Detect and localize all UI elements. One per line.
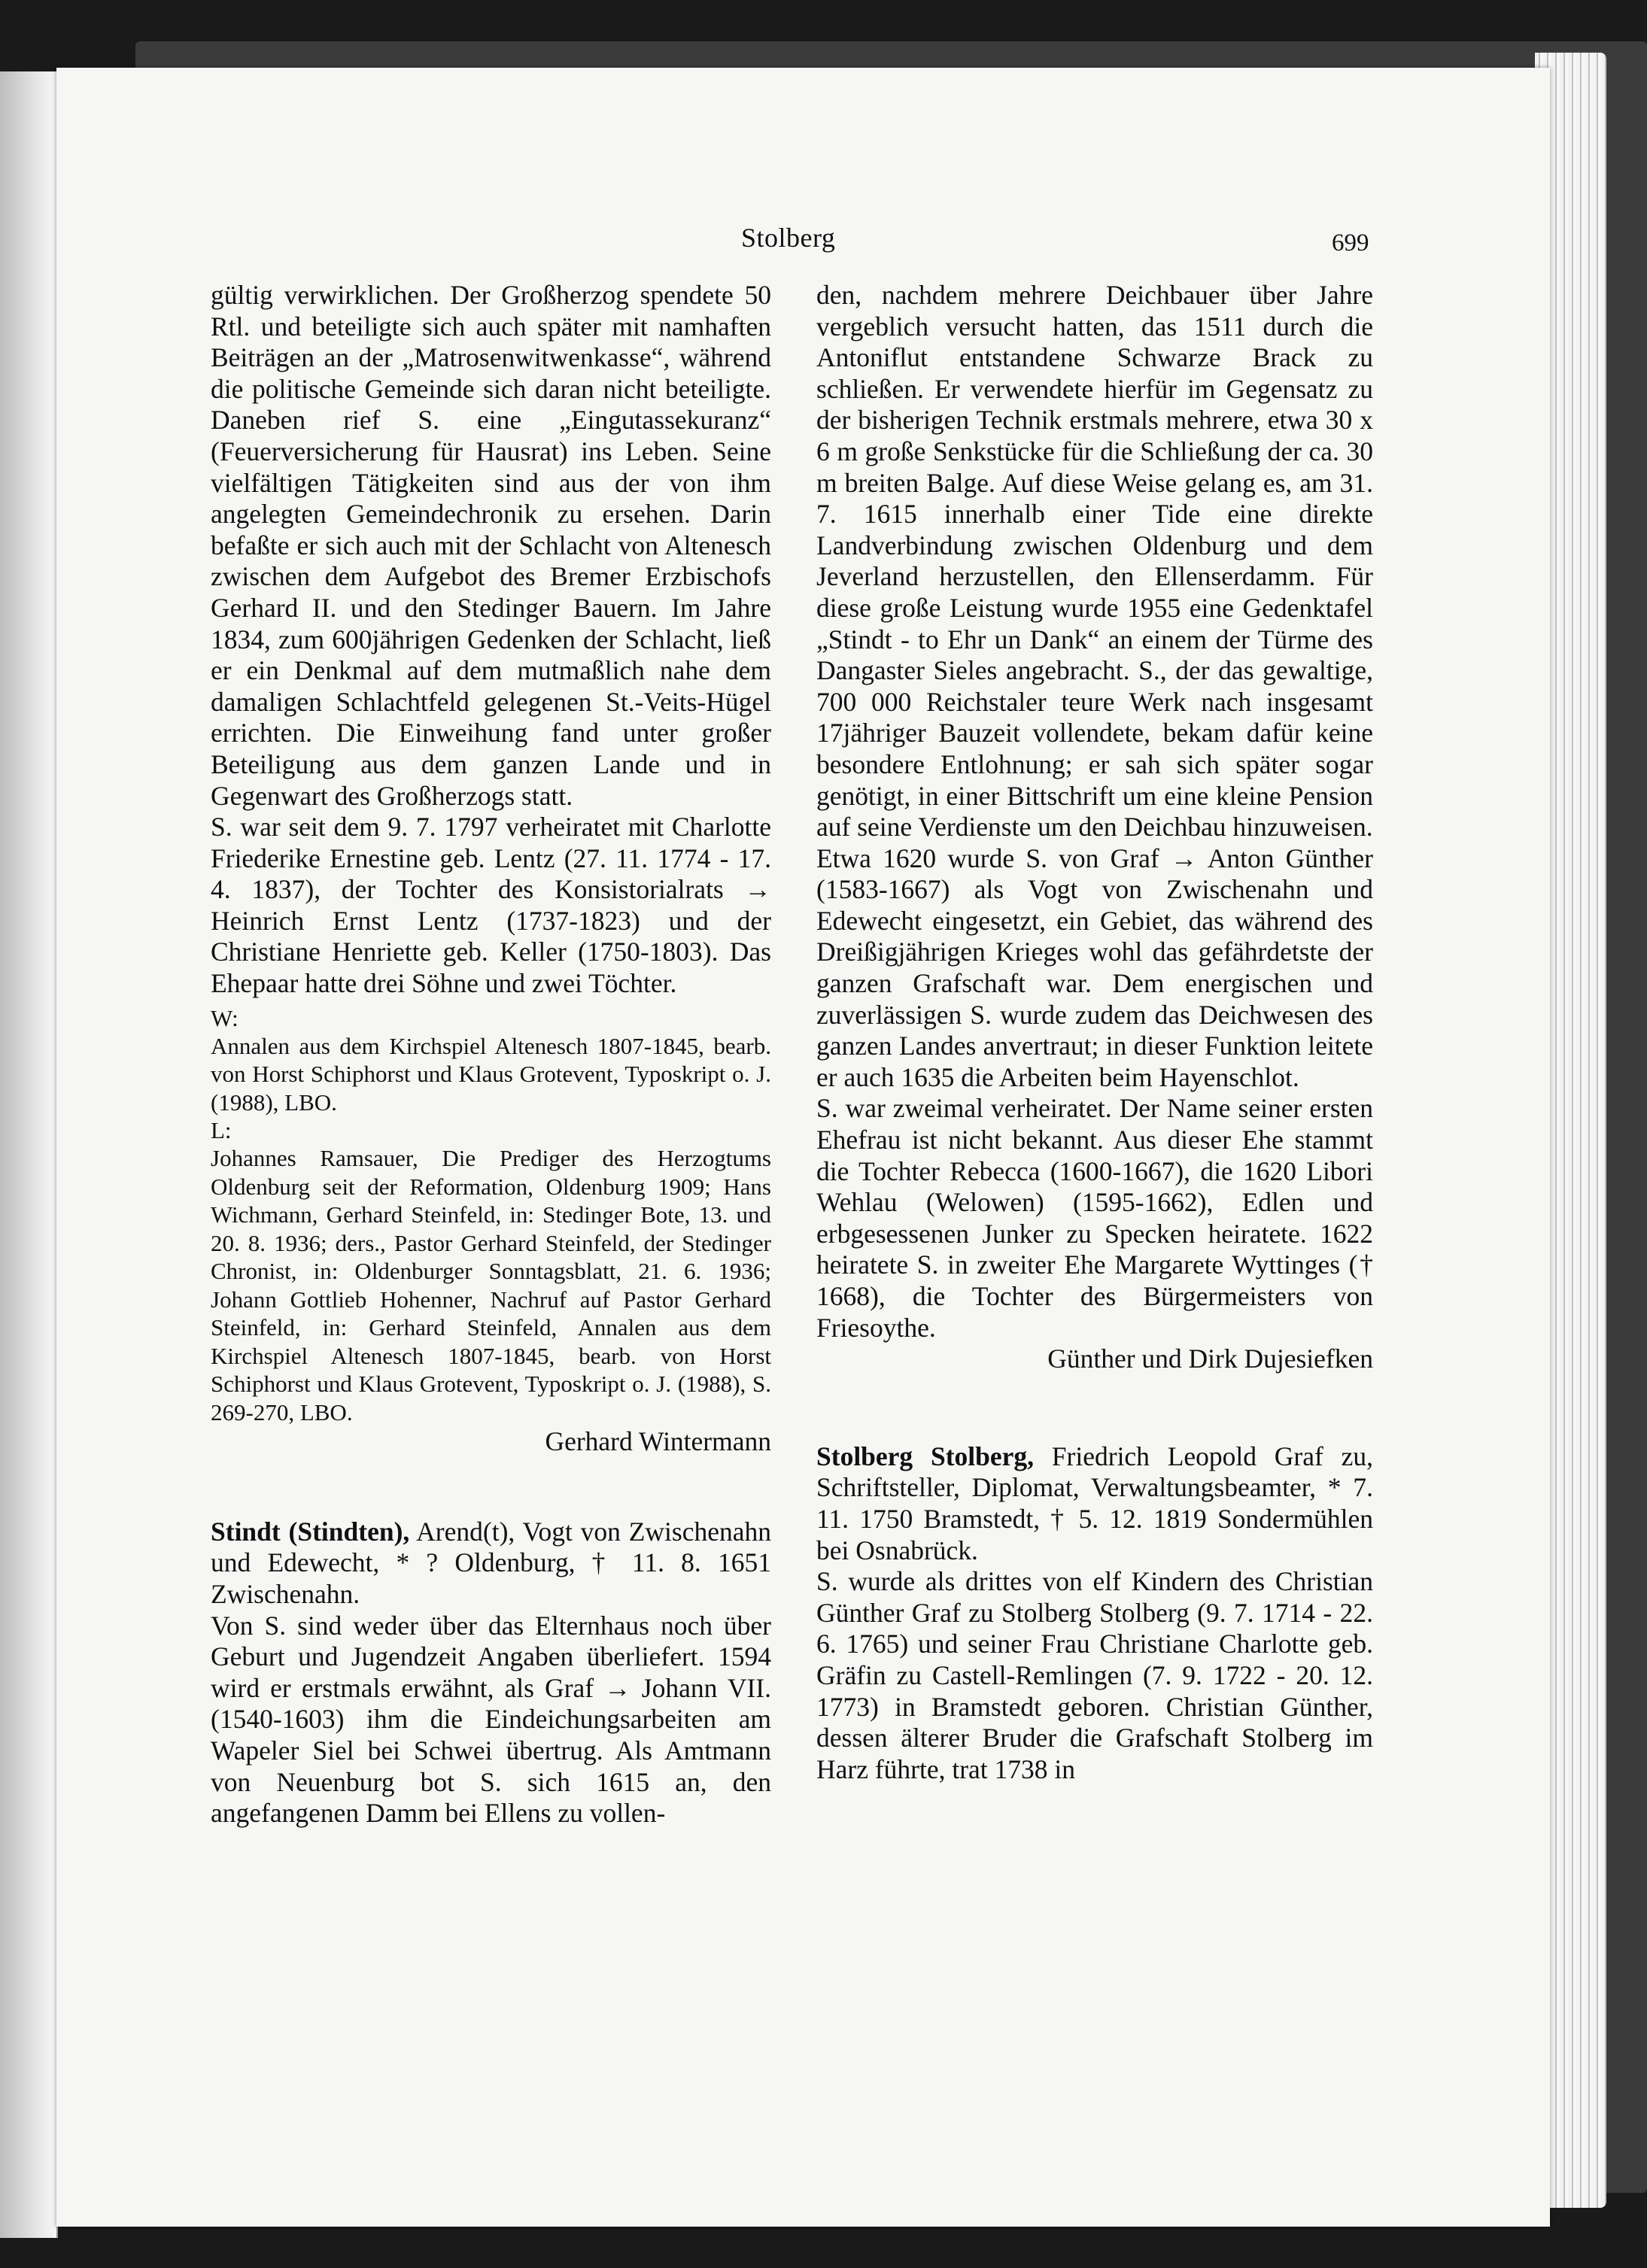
- left-page-edge: [0, 71, 58, 2238]
- author-signature: Günther und Dirk Dujesiefken: [1047, 1343, 1373, 1374]
- entry-details: Friedrich Leopold Graf zu, Schriftsteller, Diplomat, Verwaltungsbeamter, * 7. 11. 1750 Bramstedt, † 5. 12. 1819 Sondermühlen bei Osnabrück.: [816, 1441, 1373, 1565]
- entry-name: Stindt (Stindten),: [211, 1516, 410, 1547]
- paragraph: S. wurde als drittes von elf Kindern des Christian Günther Graf zu Stolberg Stolberg (9. 7. 1714 - 22. 6. 1765) und seiner Frau Christiane Charlotte geb. Gräfin zu Castell-Remlingen (7. 9. 1722 - 20. 12. 1773) in Bramstedt geboren. Christian Günther, dessen älterer Bruder die Grafschaft Stolberg im Harz führte, trat 1738 in: [816, 1566, 1373, 1784]
- literature-label: L:: [211, 1117, 232, 1144]
- paragraph: Von S. sind weder über das Elternhaus noch über Geburt und Jugendzeit Angaben überliefert. 1594 wird er erstmals erwähnt, als Graf → Johann VII. (1540-1603) ihm die Eindeichungsarbeiten am Wapeler Siel bei Schwei übertrug. Als Amtmann von Neuenburg bot S. sich 1615 an, den angefangenen Damm bei Ellens zu vollen-: [211, 1610, 771, 1829]
- right-column: [816, 280, 1373, 1785]
- literature-text: Johannes Ramsauer, Die Prediger des Herzogtums Oldenburg seit der Reformation, Oldenburg 1909; Hans Wichmann, Gerhard Steinfeld, in: Stedinger Bote, 13. und 20. 8. 1936; ders., Pastor Gerhard Steinfeld, der Stedinger Chronist, in: Oldenburger Sonntagsblatt, 21. 6. 1936; Johann Gottlieb Hohenner, Nachruf auf Pastor Gerhard Steinfeld, in: Gerhard Steinfeld, Annalen aus dem Kirchspiel Altenesch 1807-1845, bearb. von Horst Schiphorst und Klaus Grotevent, Typoskript o. J. (1988), S. 269-270, LBO.: [211, 1145, 771, 1425]
- works-label: W:: [211, 1004, 239, 1031]
- left-column: [211, 280, 771, 1829]
- paragraph: S. war zweimal verheiratet. Der Name seiner ersten Ehefrau ist nicht bekannt. Aus dieser Ehe stammt die Tochter Rebecca (1600-1667), die 1620 Libori Wehlau (Welowen) (1595-1662), Edlen und erbgesessenen Junker zu Specken heiratete. 1622 heiratete S. in zweiter Ehe Margarete Wyttinges († 1668), die Tochter des Bürgermeisters von Friesoythe.: [816, 1093, 1373, 1343]
- running-head: Stolberg: [741, 223, 836, 253]
- entry-heading: [211, 1517, 771, 1611]
- paragraph: Etwa 1620 wurde S. von Graf → Anton Günther (1583-1667) als Vogt von Zwischenahn und Edewecht eingesetzt, ein Gebiet, das während des Dreißigjährigen Krieges wohl das gefährdetste der ganzen Grafschaft war. Dem energischen und zuverlässigen S. wurde zudem das Deichwesen des ganzen Landes anvertraut; in dieser Funktion leitete er auch 1635 die Arbeiten beim Hayenschlot.: [816, 843, 1373, 1092]
- page-number: 699: [1332, 229, 1369, 257]
- paragraph: gültig verwirklichen. Der Großherzog spendete 50 Rtl. und beteiligte sich auch später mit namhaften Beiträgen an der „Matrosenwitwenkasse“, während die politische Gemeinde sich daran nicht beteiligte. Daneben rief S. eine „Eingutassekuranz“ (Feuerversicherung für Hausrat) ins Leben. Seine vielfältigen Tätigkeiten sind aus der von ihm angelegten Gemeindechronik zu ersehen. Darin befaßte er sich auch mit der Schlacht von Altenesch zwischen dem Aufgebot des Bremer Erzbischofs Gerhard II. und den Stedinger Bauern. Im Jahre 1834, zum 600jährigen Gedenken der Schlacht, ließ er ein Denkmal auf dem mutmaßlich nahe dem damaligen Schlachtfeld gelegenen St.-Veits-Hügel errichten. Die Einweihung fand unter großer Beteiligung aus dem ganzen Lande und in Gegenwart des Großherzogs statt.: [211, 280, 771, 811]
- entry-name: Stolberg Stolberg,: [816, 1441, 1035, 1471]
- entry-details: Arend(t), Vogt von Zwischenahn und Edewecht, * ? Oldenburg, † 11. 8. 1651 Zwischenahn.: [211, 1516, 771, 1609]
- author-signature: Gerhard Wintermann: [545, 1426, 771, 1457]
- works-text: Annalen aus dem Kirchspiel Altenesch 1807-1845, bearb. von Horst Schiphorst und Klaus Grotevent, Typoskript o. J. (1988), LBO.: [211, 1032, 771, 1116]
- paragraph: S. war seit dem 9. 7. 1797 verheiratet mit Charlotte Friederike Ernestine geb. Lentz (27. 11. 1774 - 17. 4. 1837), der Tochter des Konsistorialrats → Heinrich Ernst Lentz (1737-1823) und der Christiane Henriette geb. Keller (1750-1803). Das Ehepaar hatte drei Söhne und zwei Töchter.: [211, 812, 771, 999]
- entry-heading: [816, 1441, 1373, 1566]
- paragraph: den, nachdem mehrere Deichbauer über Jahre vergeblich versucht hatten, das 1511 durch die Antoniflut entstandene Schwarze Brack zu schließen. Er verwendete hierfür im Gegensatz zu der bisherigen Technik erstmals mehrere, etwa 30 x 6 m große Senkstücke für die Schließung der ca. 30 m breiten Balge. Auf diese Weise gelang es, am 31. 7. 1615 innerhalb einer Tide eine direkte Landverbindung zwischen Oldenburg und dem Jeverland herzustellen, den Ellenserdamm. Für diese große Leistung wurde 1955 eine Gedenktafel „Stindt - to Ehr un Dank“ an einem der Türme des Dangaster Sieles angebracht. S., der das gewaltige, 700 000 Reichstaler teure Werk nach insgesamt 17jähriger Bauzeit vollendete, bekam dafür keine besondere Entlohnung; er sah sich später sogar genötigt, in einer Bittschrift um eine kleine Pension auf seine Verdienste um den Deichbau hinzuweisen.: [816, 280, 1373, 843]
